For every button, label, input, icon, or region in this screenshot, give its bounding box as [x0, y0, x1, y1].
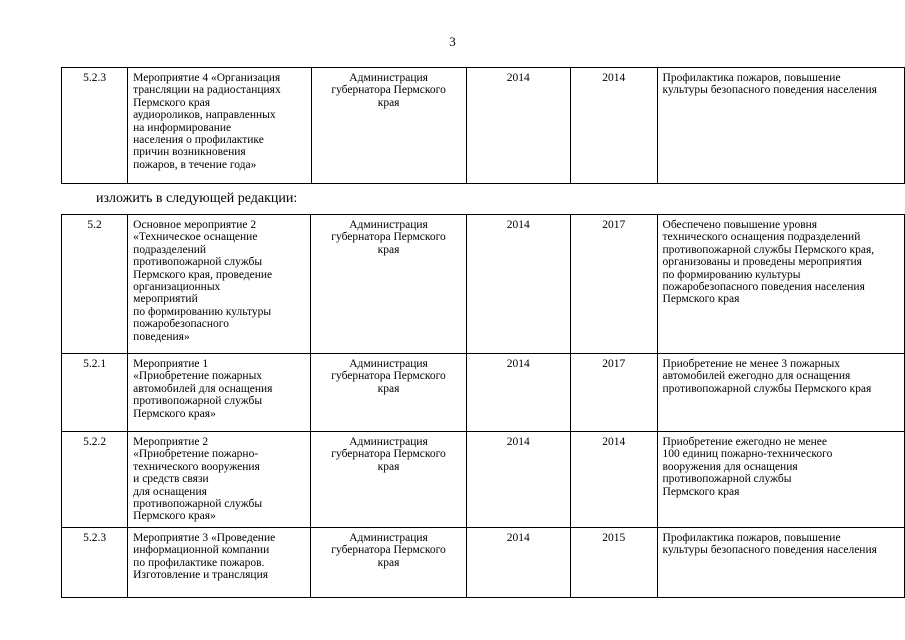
item-name-line: Пермского края, проведение [133, 268, 273, 281]
item-result-line: Профилактика пожаров, повышение [662, 532, 841, 544]
item-name-line: Пермского края [133, 96, 211, 109]
item-result [657, 68, 904, 184]
item-name-line: аудиороликов, направленных [133, 109, 276, 122]
item-name [128, 68, 311, 184]
item-executor-line: Администрация [349, 532, 428, 544]
item-result-line: Пермского края [662, 485, 740, 498]
item-number: 5.2.3 [62, 68, 128, 184]
item-year-end: 2017 [570, 215, 657, 354]
item-name-line: причин возникновения [133, 146, 246, 159]
item-result-line: Профилактика пожаров, повышение [662, 72, 841, 84]
item-name-line: для оснащения [133, 485, 207, 498]
item-result-line: по формированию культуры [662, 268, 801, 281]
item-result [657, 215, 904, 354]
item-result-line: противопожарной службы [662, 473, 792, 486]
item-name-line: технического вооружения [133, 460, 260, 473]
item-name-line: «Техническое оснащение [133, 231, 258, 244]
item-executor-line: губернатора Пермского [331, 370, 446, 383]
item-year-start: 2014 [466, 432, 570, 528]
page-number: 3 [449, 34, 456, 49]
item-name-line: Мероприятие 4 «Организация [133, 72, 281, 84]
table-row [62, 432, 905, 528]
item-result [657, 354, 904, 432]
item-name-line: Мероприятие 2 [133, 436, 209, 448]
item-name-line: Основное мероприятие 2 [133, 219, 257, 231]
table-row [62, 528, 905, 598]
item-name-line: Изготовление и трансляция [133, 569, 269, 582]
item-name-line: пожаробезопасного [133, 318, 229, 331]
item-result [657, 432, 904, 528]
item-result-line: организованы и проведены мероприятия [662, 256, 862, 269]
item-name-line: трансляции на радиостанциях [133, 84, 281, 97]
item-name-line: Пермского края» [133, 407, 216, 420]
item-result-line: технического оснащения подразделений [662, 231, 861, 244]
item-executor-line: губернатора Пермского [331, 544, 446, 557]
item-executor-line: края [377, 556, 400, 569]
item-executor-line: Администрация [349, 436, 428, 448]
item-name-line: на информирование [133, 121, 232, 134]
item-name-line: пожаров, в течение года» [133, 158, 257, 171]
item-name-line: противопожарной службы [133, 395, 263, 408]
item-name [128, 354, 311, 432]
item-name-line: «Приобретение пожарных [133, 370, 263, 383]
item-executor-line: края [377, 382, 400, 395]
item-year-start: 2014 [466, 354, 570, 432]
item-year-end: 2017 [570, 354, 657, 432]
item-name-line: противопожарной службы [133, 498, 263, 511]
item-executor-line: губернатора Пермского [331, 448, 446, 461]
item-executor-line: Администрация [349, 358, 428, 370]
table-row [62, 68, 905, 184]
item-year-start: 2014 [466, 528, 570, 598]
item-name-line: поведения» [133, 330, 190, 343]
item-executor-line: края [377, 243, 400, 256]
item-result-line: вооружения для оснащения [662, 460, 798, 473]
table-before [61, 67, 905, 184]
item-name-line: Пермского края» [133, 510, 216, 523]
item-result-line: Обеспечено повышение уровня [662, 219, 818, 231]
item-name [128, 432, 311, 528]
item-name-line: по формированию культуры [133, 305, 272, 318]
item-executor-line: Администрация [349, 219, 428, 231]
item-result-line: 100 единиц пожарно-технического [662, 448, 833, 461]
item-number: 5.2 [62, 215, 128, 354]
item-name-line: и средств связи [133, 473, 209, 486]
item-executor [311, 68, 466, 184]
item-name-line: автомобилей для оснащения [133, 382, 273, 395]
item-name [128, 215, 311, 354]
item-result-line: Приобретение ежегодно не менее [662, 436, 827, 448]
item-year-end: 2014 [570, 432, 657, 528]
item-result-line: противопожарной службы Пермского края, [662, 243, 875, 256]
item-number: 5.2.3 [62, 528, 128, 598]
item-executor [311, 432, 466, 528]
item-executor-line: губернатора Пермского [331, 231, 446, 244]
item-year-start: 2014 [466, 68, 570, 184]
item-name-line: Мероприятие 1 [133, 358, 209, 370]
item-year-start: 2014 [466, 215, 570, 354]
item-result-line: пожаробезопасного поведения населения [662, 281, 865, 294]
item-year-end: 2015 [570, 528, 657, 598]
item-name-line: по профилактике пожаров. [133, 556, 265, 569]
item-executor [311, 215, 466, 354]
item-executor-line: края [377, 460, 400, 473]
item-name-line: противопожарной службы [133, 256, 263, 269]
item-executor-line: Администрация [349, 72, 428, 84]
caption-text: изложить в следующей редакции: [96, 191, 298, 206]
item-name-line: информационной компании [133, 544, 270, 557]
item-name [128, 528, 311, 598]
item-executor-line: края [377, 96, 400, 109]
item-number: 5.2.2 [62, 432, 128, 528]
item-result-line: автомобилей ежегодно для оснащения [662, 370, 851, 383]
table-after [61, 214, 905, 598]
item-result-line: культуры безопасного поведения населения [662, 544, 877, 557]
item-result-line: культуры безопасного поведения населения [662, 84, 877, 97]
item-result-line: Пермского края [662, 293, 740, 306]
item-executor [311, 354, 466, 432]
item-name-line: мероприятий [133, 293, 198, 306]
item-name-line: «Приобретение пожарно- [133, 448, 259, 461]
item-result [657, 528, 904, 598]
table-row [62, 354, 905, 432]
item-result-line: противопожарной службы Пермского края [662, 382, 872, 395]
item-name-line: организационных [133, 281, 221, 294]
item-executor-line: губернатора Пермского [331, 84, 446, 97]
table-row [62, 215, 905, 354]
item-number: 5.2.1 [62, 354, 128, 432]
item-result-line: Приобретение не менее 3 пожарных [662, 358, 841, 370]
item-name-line: Мероприятие 3 «Проведение [133, 532, 276, 544]
item-year-end: 2014 [570, 68, 657, 184]
item-name-line: подразделений [133, 243, 207, 256]
item-executor [311, 528, 466, 598]
item-name-line: населения о профилактике [133, 134, 264, 147]
